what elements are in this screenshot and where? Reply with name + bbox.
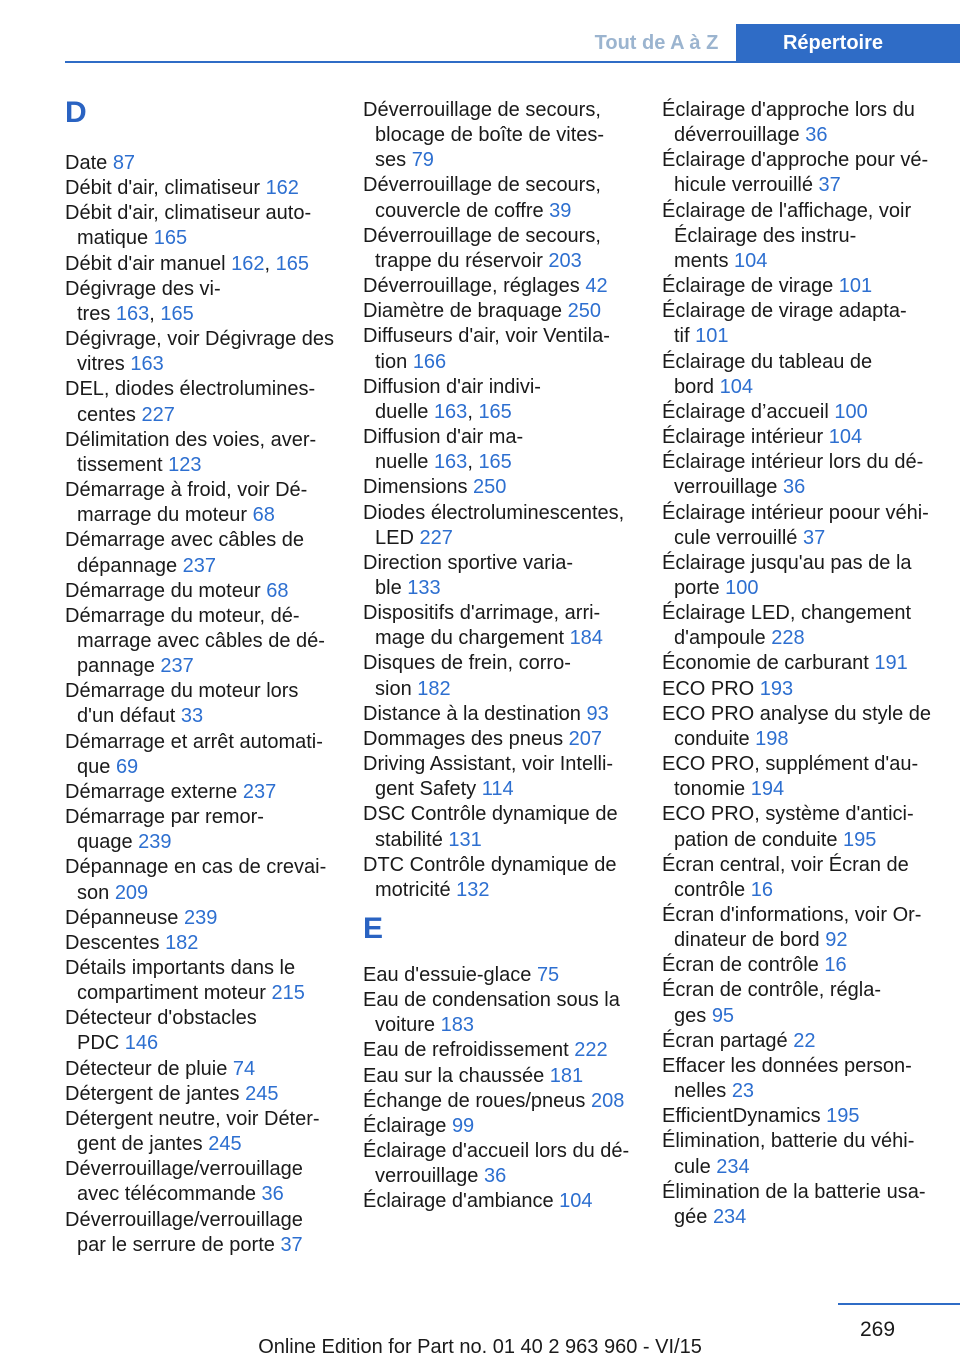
index-entry-text: Écran de contrôle bbox=[662, 954, 825, 977]
index-entry bbox=[662, 978, 937, 1028]
index-entry-text: Dommages des pneus bbox=[363, 727, 569, 750]
section-letter: D bbox=[65, 96, 87, 129]
index-entry bbox=[65, 428, 340, 478]
index-entry-text: ECO PRO bbox=[662, 677, 760, 700]
index-entry bbox=[662, 450, 937, 500]
index-entry-text: Dispositifs d'arrimage, arri‐ mage du chargement bbox=[363, 602, 601, 650]
index-entry bbox=[65, 151, 340, 176]
page-reference-link[interactable]: 239 bbox=[138, 831, 172, 854]
page-reference-link[interactable]: 68 bbox=[252, 504, 275, 527]
index-entry bbox=[363, 475, 638, 500]
index-entry bbox=[65, 805, 340, 855]
index-entry-text: Descentes bbox=[65, 931, 166, 954]
page-reference-link[interactable]: 250 bbox=[473, 476, 507, 499]
page-reference-link[interactable]: 208 bbox=[590, 1089, 625, 1112]
index-entry bbox=[363, 1064, 638, 1089]
page-reference-link[interactable]: 100 bbox=[725, 576, 759, 599]
page-reference-link[interactable]: 36 bbox=[483, 1165, 507, 1188]
page-reference-link[interactable]: 162 bbox=[231, 252, 265, 275]
index-entry-text: ECO PRO analyse du style de conduite bbox=[662, 702, 932, 750]
index-entry bbox=[65, 1107, 340, 1157]
index-entry-text: Disques de frein, corro‐ sion bbox=[363, 652, 571, 700]
index-entry-text: ECO PRO, système d'antici‐ pation de conduite bbox=[662, 803, 914, 851]
page-reference-link[interactable]: 87 bbox=[112, 152, 136, 174]
index-entry-text: Dégivrage des vi‐ tres bbox=[65, 277, 221, 325]
index-entry bbox=[662, 148, 937, 198]
index-entry bbox=[662, 350, 937, 400]
page-separator: , bbox=[264, 252, 276, 275]
index-entry bbox=[363, 173, 638, 223]
index-entry-text: EfficientDynamics bbox=[662, 1105, 827, 1128]
index-entry bbox=[363, 425, 638, 475]
index-entry bbox=[363, 1139, 638, 1189]
index-entry-text: Direction sportive varia‐ ble bbox=[363, 551, 574, 599]
index-entry bbox=[65, 1057, 340, 1082]
index-entry-text: Déverrouillage, réglages bbox=[363, 275, 586, 298]
index-entry bbox=[662, 1029, 937, 1054]
index-entry-text: Eau de condensation sous la voiture bbox=[363, 989, 620, 1037]
page-reference-link[interactable]: 37 bbox=[280, 1233, 303, 1256]
page-reference-link[interactable]: 165 bbox=[478, 451, 512, 474]
index-entry-text: Économie de carburant bbox=[662, 652, 875, 675]
index-entry-text: Élimination, batterie du véhi‐ cule bbox=[662, 1130, 915, 1178]
header-rule bbox=[65, 61, 960, 63]
page-reference-link[interactable]: 92 bbox=[825, 929, 848, 952]
index-entry-text: Eau sur la chaussée bbox=[363, 1064, 550, 1087]
index-entry-text: Éclairage intérieur lors du dé‐ verrouillage bbox=[662, 451, 924, 499]
index-entry bbox=[363, 274, 638, 299]
index-entry-text: Éclairage bbox=[363, 1114, 452, 1137]
page-reference-link[interactable]: 36 bbox=[261, 1183, 284, 1206]
index-entry bbox=[363, 551, 638, 601]
page-reference-link[interactable]: 227 bbox=[419, 526, 453, 549]
index-entry bbox=[65, 956, 340, 1006]
page-reference-link[interactable]: 75 bbox=[536, 964, 560, 986]
index-entry bbox=[662, 1054, 937, 1104]
index-entry bbox=[363, 98, 638, 173]
index-entry bbox=[363, 299, 638, 324]
index-entry bbox=[65, 1006, 340, 1056]
index-entry-text: Eau de refroidissement bbox=[363, 1039, 575, 1062]
page-reference-link[interactable]: 100 bbox=[834, 400, 868, 423]
index-entry bbox=[363, 963, 638, 988]
index-entry-text: Détecteur d'obstacles PDC bbox=[65, 1007, 257, 1055]
index-entry bbox=[363, 1189, 638, 1214]
index-entry bbox=[363, 853, 638, 903]
index-entry-text: Détergent de jantes bbox=[65, 1082, 246, 1105]
page-reference-link[interactable]: 104 bbox=[734, 249, 768, 272]
page-reference-link[interactable]: 195 bbox=[826, 1105, 860, 1128]
page-reference-link[interactable]: 69 bbox=[115, 755, 139, 778]
page-reference-link[interactable]: 131 bbox=[448, 828, 482, 851]
index-column-3 bbox=[662, 98, 937, 1230]
section-letter: E bbox=[363, 912, 384, 945]
page-reference-link[interactable]: 22 bbox=[793, 1029, 816, 1052]
index-entry bbox=[65, 931, 340, 956]
page-separator: , bbox=[467, 451, 479, 474]
tab-tout-de-a-a-z[interactable]: Tout de A à Z bbox=[594, 31, 719, 54]
index-entry-text: Éclairage d'ambiance bbox=[363, 1190, 560, 1213]
page-reference-link[interactable]: 182 bbox=[165, 931, 199, 954]
page-reference-link[interactable]: 104 bbox=[719, 375, 753, 398]
index-entry bbox=[363, 324, 638, 374]
page-reference-link[interactable]: 203 bbox=[548, 249, 582, 272]
index-entry-text: Dégivrage, voir Dégivrage des vitres bbox=[65, 328, 335, 376]
index-entry-text: Diffuseurs d'air, voir Ventila‐ tion bbox=[363, 325, 610, 373]
index-entry-text: Éclairage intérieur poour véhi‐ cule verrouillé bbox=[662, 501, 929, 549]
index-entry bbox=[363, 702, 638, 727]
page-reference-link[interactable]: 163 bbox=[130, 353, 164, 376]
page-reference-link[interactable]: 104 bbox=[559, 1190, 593, 1213]
page-separator: , bbox=[149, 302, 161, 325]
index-entry bbox=[662, 953, 937, 978]
page-reference-link[interactable]: 191 bbox=[874, 652, 908, 675]
index-entry bbox=[363, 752, 638, 802]
index-entry-text: Diodes électroluminescentes, LED bbox=[363, 501, 625, 549]
page-reference-link[interactable]: 165 bbox=[160, 302, 194, 325]
index-entry-text: Débit d'air manuel bbox=[65, 252, 232, 275]
page-reference-link[interactable]: 33 bbox=[180, 705, 204, 728]
page-reference-link[interactable]: 42 bbox=[585, 275, 608, 298]
page-reference-link[interactable]: 163 bbox=[433, 451, 468, 474]
index-entry-text: Détecteur de pluie bbox=[65, 1057, 233, 1080]
index-entry-text: Démarrage du moteur lors d'un défaut bbox=[65, 680, 299, 728]
page-reference-link[interactable]: 166 bbox=[412, 350, 447, 373]
index-entry-text: Déverrouillage de secours, blocage de boîte de vites‐ ses bbox=[363, 99, 605, 172]
index-entry bbox=[662, 651, 937, 676]
page-reference-link[interactable]: 99 bbox=[451, 1114, 475, 1137]
index-entry-text: Dimensions bbox=[363, 476, 474, 499]
page-reference-link[interactable]: 16 bbox=[824, 954, 847, 977]
index-entry bbox=[65, 679, 340, 729]
index-entry-text: Écran partagé bbox=[662, 1029, 794, 1052]
page-reference-link[interactable]: 163 bbox=[115, 302, 150, 325]
index-entry bbox=[662, 601, 937, 651]
page-reference-link[interactable]: 181 bbox=[549, 1064, 584, 1087]
page-reference-link[interactable]: 165 bbox=[478, 400, 512, 423]
index-entry-text: Diffusion d'air indivi‐ duelle bbox=[363, 375, 541, 423]
index-entry-text: Démarrage avec câbles de dépannage bbox=[65, 529, 305, 577]
index-entry-text: Dépanneuse bbox=[65, 906, 184, 929]
page-reference-link[interactable]: 227 bbox=[141, 403, 175, 426]
index-entry-text: Détergent neutre, voir Déter‐ gent de jantes bbox=[65, 1107, 320, 1156]
index-entry-text: Éclairage d'accueil lors du dé‐ verrouillage bbox=[363, 1140, 630, 1188]
index-entry-text: Écran de contrôle, régla‐ ges bbox=[662, 979, 882, 1027]
page-reference-link[interactable]: 184 bbox=[569, 627, 603, 650]
index-entry bbox=[662, 903, 937, 953]
index-entry-text: Éclairage de virage bbox=[662, 275, 839, 298]
index-entry bbox=[363, 375, 638, 425]
index-entry bbox=[65, 604, 340, 679]
index-entry-text: Débit d'air, climatiseur auto‐ matique bbox=[65, 202, 312, 250]
page-reference-link[interactable]: 165 bbox=[153, 227, 188, 250]
page-reference-link[interactable]: 79 bbox=[411, 149, 434, 172]
page-reference-link[interactable]: 101 bbox=[695, 325, 729, 348]
index-entry bbox=[363, 802, 638, 852]
index-column-2 bbox=[363, 98, 638, 1215]
index-entry-text: Déverrouillage de secours, trappe du réservoir bbox=[363, 224, 601, 272]
index-entry-text: Éclairage de virage adapta‐ tif bbox=[662, 300, 907, 348]
page-reference-link[interactable]: 237 bbox=[160, 655, 194, 678]
index-entry bbox=[662, 425, 937, 450]
index-entry bbox=[363, 727, 638, 752]
page-reference-link[interactable]: 165 bbox=[275, 252, 309, 275]
page-reference-link[interactable]: 228 bbox=[771, 627, 805, 650]
index-entry-text: Écran central, voir Écran de contrôle bbox=[662, 853, 909, 901]
page-reference-link[interactable]: 36 bbox=[782, 476, 806, 499]
page-reference-link[interactable]: 183 bbox=[440, 1014, 474, 1037]
page-reference-link[interactable]: 215 bbox=[271, 982, 305, 1005]
index-entry-text: Éclairage de l'affichage, voir Éclairage des instru‐ ments bbox=[662, 199, 912, 272]
index-entry bbox=[65, 780, 340, 805]
index-entry bbox=[662, 98, 937, 148]
index-entry bbox=[65, 327, 340, 377]
page-reference-link[interactable]: 209 bbox=[114, 881, 149, 904]
index-entry bbox=[363, 1114, 638, 1139]
index-entry bbox=[662, 1104, 937, 1129]
page-reference-link[interactable]: 234 bbox=[712, 1205, 747, 1228]
page-reference-link[interactable]: 74 bbox=[232, 1057, 256, 1080]
index-entry-text: Diamètre de braquage bbox=[363, 300, 568, 323]
index-entry bbox=[65, 855, 340, 905]
page-reference-link[interactable]: 245 bbox=[208, 1133, 242, 1156]
index-entry bbox=[65, 1157, 340, 1207]
page-reference-link[interactable]: 222 bbox=[574, 1039, 608, 1062]
page-reference-link[interactable]: 146 bbox=[124, 1032, 159, 1055]
index-entry bbox=[662, 677, 937, 702]
index-entry-text: Démarrage à froid, voir Dé‐ marrage du moteur bbox=[65, 479, 308, 527]
page-reference-link[interactable]: 239 bbox=[183, 906, 218, 929]
page-reference-link[interactable]: 163 bbox=[433, 400, 468, 423]
index-entry bbox=[65, 579, 340, 604]
index-entry-text: Éclairage d'approche lors du déverrouillage bbox=[662, 99, 915, 147]
index-entry bbox=[662, 551, 937, 601]
index-entry-text: Éclairage du tableau de bord bbox=[662, 350, 873, 398]
page-reference-link[interactable]: 195 bbox=[843, 828, 877, 851]
page-reference-link[interactable]: 133 bbox=[407, 576, 441, 599]
page-reference-link[interactable]: 207 bbox=[568, 727, 603, 750]
page-separator: , bbox=[467, 400, 479, 423]
page-number: 269 bbox=[860, 1318, 896, 1341]
page-reference-link[interactable]: 101 bbox=[838, 275, 873, 298]
index-entry-text: DTC Contrôle dynamique de motricité bbox=[363, 853, 617, 901]
index-entry-text: Élimination de la batterie usa‐ gée bbox=[662, 1180, 926, 1228]
page-reference-link[interactable]: 132 bbox=[456, 878, 490, 901]
index-entry-text: Distance à la destination bbox=[363, 702, 587, 725]
page-reference-link[interactable]: 234 bbox=[716, 1155, 750, 1178]
index-entry bbox=[662, 1180, 937, 1230]
tab-repertoire[interactable]: Répertoire bbox=[736, 24, 960, 62]
index-entry bbox=[363, 601, 638, 651]
index-entry bbox=[662, 1129, 937, 1179]
header-bar bbox=[0, 0, 960, 62]
edition-footer: Online Edition for Part no. 01 40 2 963 960 - VI/15 bbox=[258, 1336, 702, 1358]
index-entry-text: Diffusion d'air ma‐ nuelle bbox=[363, 426, 524, 474]
page-reference-link[interactable]: 162 bbox=[265, 177, 299, 200]
index-entry bbox=[363, 1089, 638, 1114]
page-reference-link[interactable]: 68 bbox=[266, 579, 289, 602]
index-entry-text: Éclairage d’accueil bbox=[662, 400, 835, 423]
index-entry-text: Éclairage LED, changement d'ampoule bbox=[662, 602, 912, 650]
page-reference-link[interactable]: 123 bbox=[168, 453, 202, 476]
page-reference-link[interactable]: 39 bbox=[549, 199, 572, 222]
index-column-1 bbox=[65, 98, 340, 1258]
index-entry bbox=[662, 501, 937, 551]
page-reference-link[interactable]: 37 bbox=[802, 526, 826, 549]
index-entry-text: Échange de roues/pneus bbox=[363, 1089, 591, 1112]
index-entry-text: Effacer les données person‐ nelles bbox=[662, 1054, 912, 1103]
page-reference-link[interactable]: 182 bbox=[417, 677, 451, 700]
index-entry bbox=[65, 377, 340, 427]
page-reference-link[interactable]: 193 bbox=[759, 677, 794, 700]
page-reference-link[interactable]: 23 bbox=[731, 1080, 755, 1103]
index-entry bbox=[363, 501, 638, 551]
footer-rule bbox=[838, 1303, 960, 1305]
index-entry-text: DSC Contrôle dynamique de stabilité bbox=[363, 803, 618, 851]
index-entry bbox=[65, 730, 340, 780]
page-reference-link[interactable]: 114 bbox=[481, 778, 514, 801]
page-reference-link[interactable]: 250 bbox=[567, 300, 601, 323]
index-entry-text: Déverrouillage/verrouillage par le serrure de porte bbox=[65, 1208, 303, 1256]
index-entry-text: DEL, diodes électrolumines‐ centes bbox=[65, 378, 316, 426]
page-reference-link[interactable]: 104 bbox=[828, 426, 863, 449]
index-entry bbox=[363, 224, 638, 274]
index-entry-text: Détails importants dans le compartiment moteur bbox=[65, 957, 296, 1005]
page-reference-link[interactable]: 194 bbox=[750, 778, 785, 801]
index-entry bbox=[662, 853, 937, 903]
index-entry-text: Dépannage en cas de crevai‐ son bbox=[65, 856, 327, 904]
index-entry-text: Écran d'informations, voir Or‐ dinateur de bord bbox=[662, 904, 922, 952]
page-reference-link[interactable]: 93 bbox=[586, 702, 609, 725]
index-entry-text: Éclairage jusqu'au pas de la porte bbox=[662, 551, 912, 599]
index-entry-text: Débit d'air, climatiseur bbox=[65, 177, 266, 200]
index-entry bbox=[65, 277, 340, 327]
index-entry-text: Eau d'essuie-glace bbox=[363, 964, 537, 986]
index-entry bbox=[662, 299, 937, 349]
index-entry bbox=[662, 702, 937, 752]
index-entry-text: ECO PRO, supplément d'au‐ tonomie bbox=[662, 753, 919, 801]
page-reference-link[interactable]: 237 bbox=[242, 780, 277, 803]
index-entry-text: Éclairage d'approche pour vé‐ hicule verrouillé bbox=[662, 149, 929, 197]
index-entry bbox=[65, 1208, 340, 1258]
page-reference-link[interactable]: 198 bbox=[755, 727, 789, 750]
index-entry-text: Éclairage intérieur bbox=[662, 426, 829, 449]
page-reference-link[interactable]: 95 bbox=[711, 1004, 735, 1027]
index-entry-text: Date bbox=[65, 152, 113, 174]
page-reference-link[interactable]: 237 bbox=[182, 554, 217, 577]
index-entry bbox=[65, 176, 340, 201]
index-entry bbox=[65, 478, 340, 528]
index-entry bbox=[662, 400, 937, 425]
index-entry-text: Démarrage du moteur bbox=[65, 579, 267, 602]
index-entry bbox=[363, 651, 638, 701]
index-entry-text: Démarrage par remor‐ quage bbox=[65, 806, 264, 854]
index-entry bbox=[662, 274, 937, 299]
index-entry-text: Démarrage et arrêt automati‐ que bbox=[65, 730, 323, 778]
index-entry bbox=[363, 1038, 638, 1063]
index-entry bbox=[65, 201, 340, 251]
index-entry-text: Driving Assistant, voir Intelli‐ gent Safety bbox=[363, 753, 614, 801]
page-reference-link[interactable]: 36 bbox=[805, 124, 828, 147]
index-entry-text: Déverrouillage de secours, couvercle de coffre bbox=[363, 174, 601, 222]
page-reference-link[interactable]: 16 bbox=[750, 878, 773, 901]
page-reference-link[interactable]: 245 bbox=[245, 1082, 279, 1105]
index-entry bbox=[65, 906, 340, 931]
page-reference-link[interactable]: 37 bbox=[818, 174, 841, 197]
index-entry bbox=[662, 802, 937, 852]
index-entry-text: Démarrage du moteur, dé‐ marrage avec câbles de dé‐ pannage bbox=[65, 604, 325, 678]
index-entry bbox=[363, 988, 638, 1038]
index-entry bbox=[65, 1082, 340, 1107]
index-entry bbox=[662, 752, 937, 802]
index-entry-text: Délimitation des voies, aver‐ tissement bbox=[65, 428, 317, 476]
index-entry bbox=[65, 252, 340, 277]
index-entry bbox=[65, 528, 340, 578]
index-entry-text: Démarrage externe bbox=[65, 780, 243, 803]
index-entry-text: Déverrouillage/verrouillage avec télécommande bbox=[65, 1158, 303, 1206]
index-entry bbox=[662, 199, 937, 274]
